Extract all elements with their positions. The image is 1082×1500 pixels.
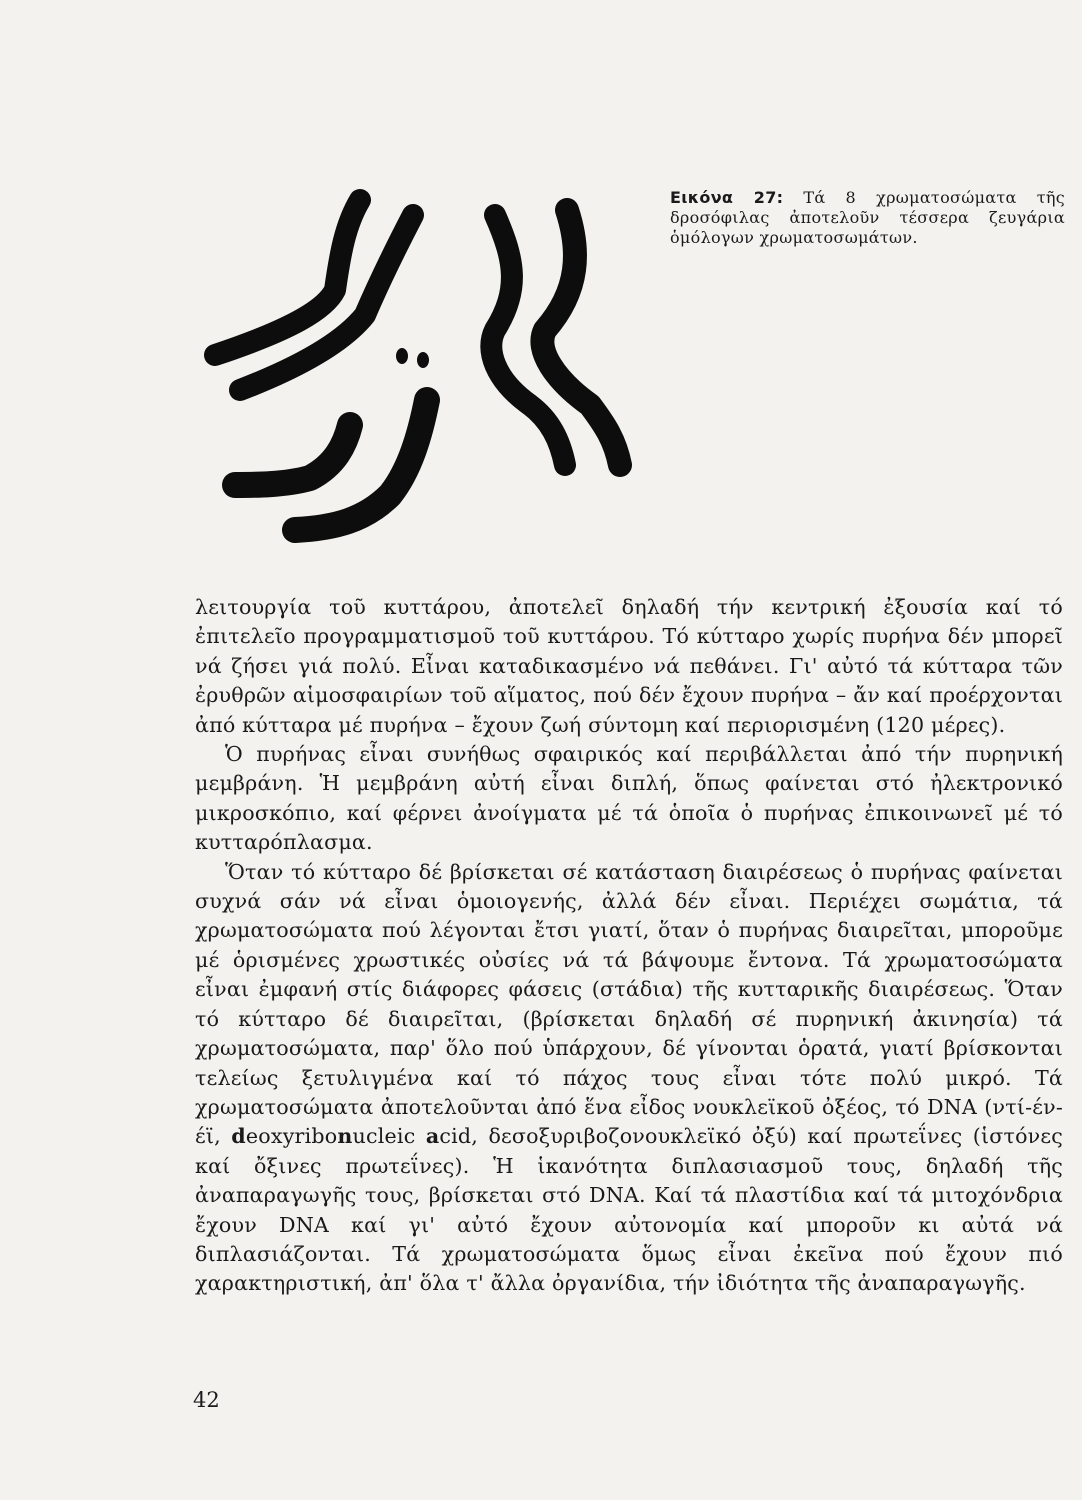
dna-bold-letter: n [337, 1124, 353, 1149]
dot-chromosome [417, 352, 429, 368]
chromosomes-illustration [195, 180, 645, 560]
figure-label: Εικόνα 27: [670, 188, 784, 207]
dna-bold-letter: a [425, 1124, 440, 1149]
paragraph: λειτουργία τοῦ κυττάρου, ἀποτελεῖ δηλαδή τήν κεντρική ἐξουσία καί τό ἐπιτελεῖο προγραμματισμοῦ τοῦ κυττάρου. Τό κύτταρο χωρίς πυρήνα δέν μπορεῖ νά ζήσει γιά πολύ. Εἶναι καταδικασμένο νά πεθάνει. Γι' αὐτό τά κύτταρα τῶν ἐρυθρῶν αἱμοσφαιρίων τοῦ αἵματος, πού δέν ἔχουν πυρήνα – ἄν καί προέρχονται ἀπό κύτταρα μέ πυρήνα – ἔχουν ζωή σύντομη καί περιορισμένη (120 μέρες). [195, 595, 1063, 737]
chromosome-figure [195, 180, 645, 560]
dna-bold-letter: d [231, 1124, 246, 1149]
figure-caption-text: Τά 8 χρωματοσώματα τῆς δροσόφιλας ἀποτελοῦν τέσσερα ζευγάρια ὁμόλογων χρωματοσωμάτων. [670, 188, 1065, 247]
paragraph-text: Ὅταν τό κύτταρο δέ βρίσκεται σέ κατάσταση διαιρέσεως ὁ πυρήνας φαίνεται συχνά σάν νά εἶναι ὁμοιογενής, ἀλλά δέν εἶναι. Περιέχει σωμάτια, τά χρωματοσώματα πού λέγονται ἔτσι γιατί, ὅταν ὁ πυρήνας διαιρεῖται, μποροῦμε μέ ὁρισμένες χρωστικές οὐσίες νά τά βάψουμε ἔντονα. Τά χρωματοσώματα εἶναι ἐμφανή στίς διάφορες φάσεις (στάδια) τῆς κυτταρικῆς διαιρέσεως. Ὅταν τό κύτταρο δέ διαιρεῖται, (βρίσκεται δηλαδή σέ πυρηνική ἀκινησία) τά χρωματοσώματα, παρ' ὅλο πού ὑπάρχουν, δέ γίνονται ὁρατά, γιατί βρίσκονται τελείως ξετυλιγμένα καί τό πάχος τους εἶναι τότε πολύ μικρό. Τά χρωματοσώματα ἀποτελοῦνται ἀπό ἕνα εἶδος νουκλεϊκοῦ ὀξέος, τό DNA (ντί-έν-έϊ, [195, 859, 1063, 1149]
dna-text: eoxyribo [245, 1124, 338, 1149]
paragraph-text: cid, δεσοξυριβοζονουκλεϊκό ὀξύ) καί πρωτεΐνες (ἱστόνες καί ὄξινες πρωτεΐνες). Ἡ ἱκανότητα διπλασιασμοῦ τους, δηλαδή τῆς ἀναπαραγωγῆς τους, βρίσκεται στό DNA. Καί τά πλαστίδια καί τά μιτοχόνδρια ἔχουν DNA καί γι' αὐτό ἔχουν αὐτονομία καί μποροῦν κι αὐτά νά διπλασιάζονται. Τά χρωματοσώματα ὅμως εἶναι ἐκεῖνα πού ἔχουν πιό χαρακτηριστική, ἀπ' ὅλα τ' ἄλλα ὀργανίδια, τήν ἰδιότητα τῆς ἀναπαραγωγῆς. [195, 1124, 1063, 1296]
paragraph: Ὁ πυρήνας εἶναι συνήθως σφαιρικός καί περιβάλλεται ἀπό τήν πυρηνική μεμβράνη. Ἡ μεμβράνη αὐτή εἶναι διπλή, ὅπως φαίνεται στό ἠλεκτρονικό μικροσκόπιο, καί φέρνει ἀνοίγματα μέ τά ὁποῖα ὁ πυρήνας ἐπικοινωνεῖ μέ τό κυτταρόπλασμα. [195, 742, 1063, 855]
chromosome [235, 425, 350, 485]
body-text [195, 593, 1063, 1299]
dna-text: ucleic [352, 1124, 416, 1149]
paragraph [195, 858, 1063, 1299]
page-number: 42 [193, 1388, 220, 1412]
figure-caption [670, 188, 1065, 248]
dot-chromosome [396, 348, 408, 364]
